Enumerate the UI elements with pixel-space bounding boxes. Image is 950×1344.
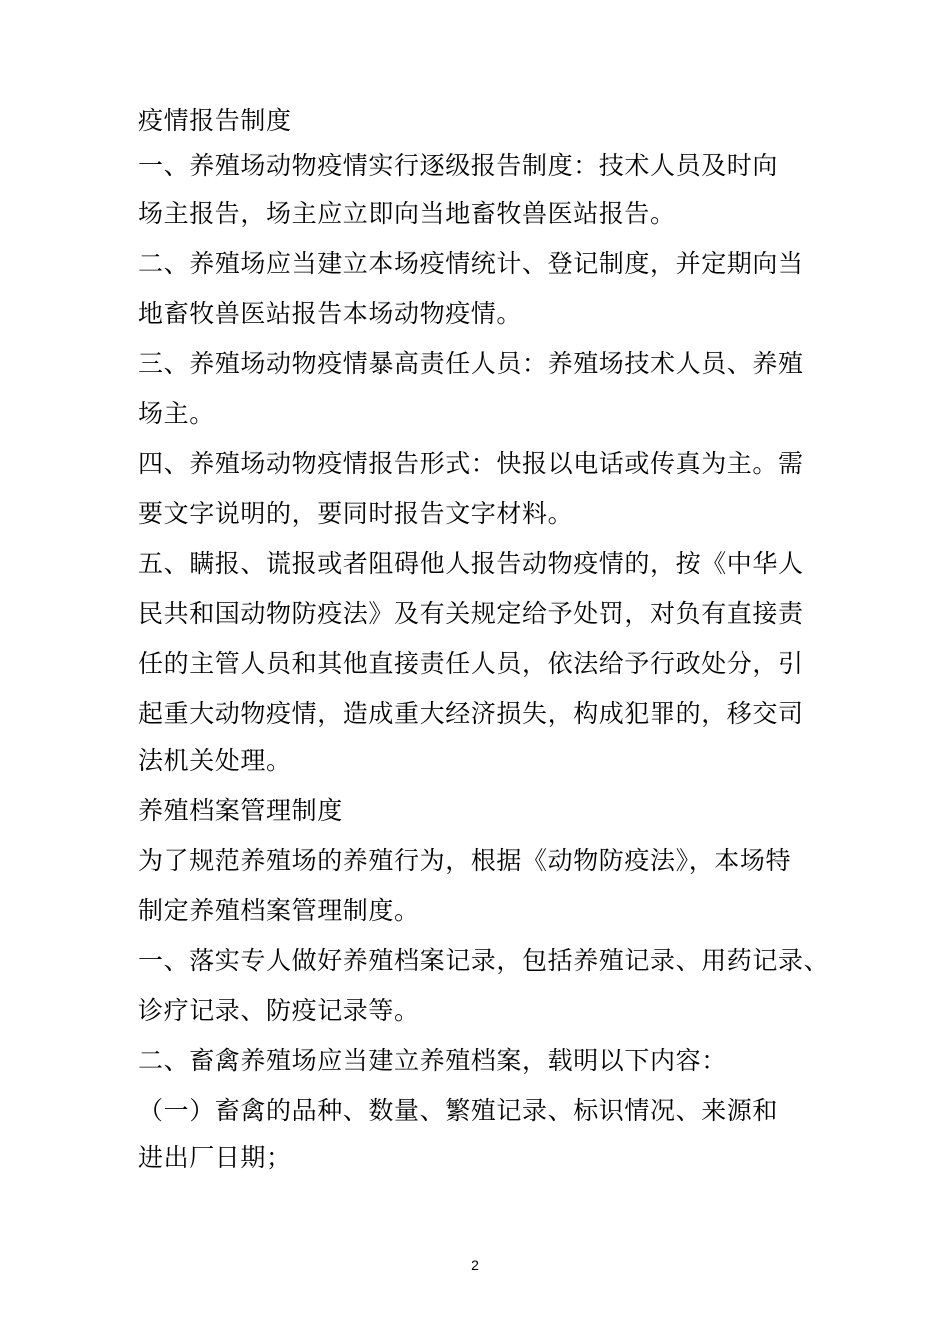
paragraph-line: 法机关处理。	[138, 746, 292, 775]
section-title-epidemic-report: 疫情报告制度	[138, 106, 292, 135]
paragraph-line: 起重大动物疫情，造成重大经济损失，构成犯罪的，移交司	[138, 699, 804, 728]
paragraph-line: 进出厂日期；	[138, 1143, 292, 1172]
paragraph-line: 场主。	[138, 399, 215, 428]
section-title-archive-management: 养殖档案管理制度	[138, 796, 343, 825]
paragraph-line: 场主报告，场主应立即向当地畜牧兽医站报告。	[138, 199, 676, 228]
paragraph-line: 任的主管人员和其他直接责任人员，依法给予行政处分，引	[138, 649, 804, 678]
paragraph-line: 制定养殖档案管理制度。	[138, 896, 420, 925]
paragraph-line: 二、养殖场应当建立本场疫情统计、登记制度，并定期向当	[138, 249, 804, 278]
paragraph-line: 诊疗记录、防疫记录等。	[138, 996, 420, 1025]
paragraph-line: 为了规范养殖场的养殖行为，根据《动物防疫法》，本场特	[138, 846, 792, 875]
paragraph-line: 四、养殖场动物疫情报告形式：快报以电话或传真为主。需	[138, 449, 804, 478]
paragraph-line: （一）畜禽的品种、数量、繁殖记录、标识情况、来源和	[138, 1096, 779, 1125]
paragraph-line: 二、畜禽养殖场应当建立养殖档案，载明以下内容：	[138, 1046, 727, 1075]
paragraph-line: 一、落实专人做好养殖档案记录，包括养殖记录、用药记录、	[138, 946, 830, 975]
paragraph-line: 民共和国动物防疫法》及有关规定给予处罚，对负有直接责	[138, 599, 804, 628]
paragraph-line: 三、养殖场动物疫情暴高责任人员：养殖场技术人员、养殖	[138, 349, 804, 378]
paragraph-line: 要文字说明的，要同时报告文字材料。	[138, 499, 574, 528]
paragraph-line: 五、瞒报、谎报或者阻碍他人报告动物疫情的，按《中华人	[138, 549, 804, 578]
paragraph-line: 地畜牧兽医站报告本场动物疫情。	[138, 299, 523, 328]
paragraph-line: 一、养殖场动物疫情实行逐级报告制度：技术人员及时向	[138, 151, 779, 180]
page-number: 2	[471, 1257, 479, 1273]
